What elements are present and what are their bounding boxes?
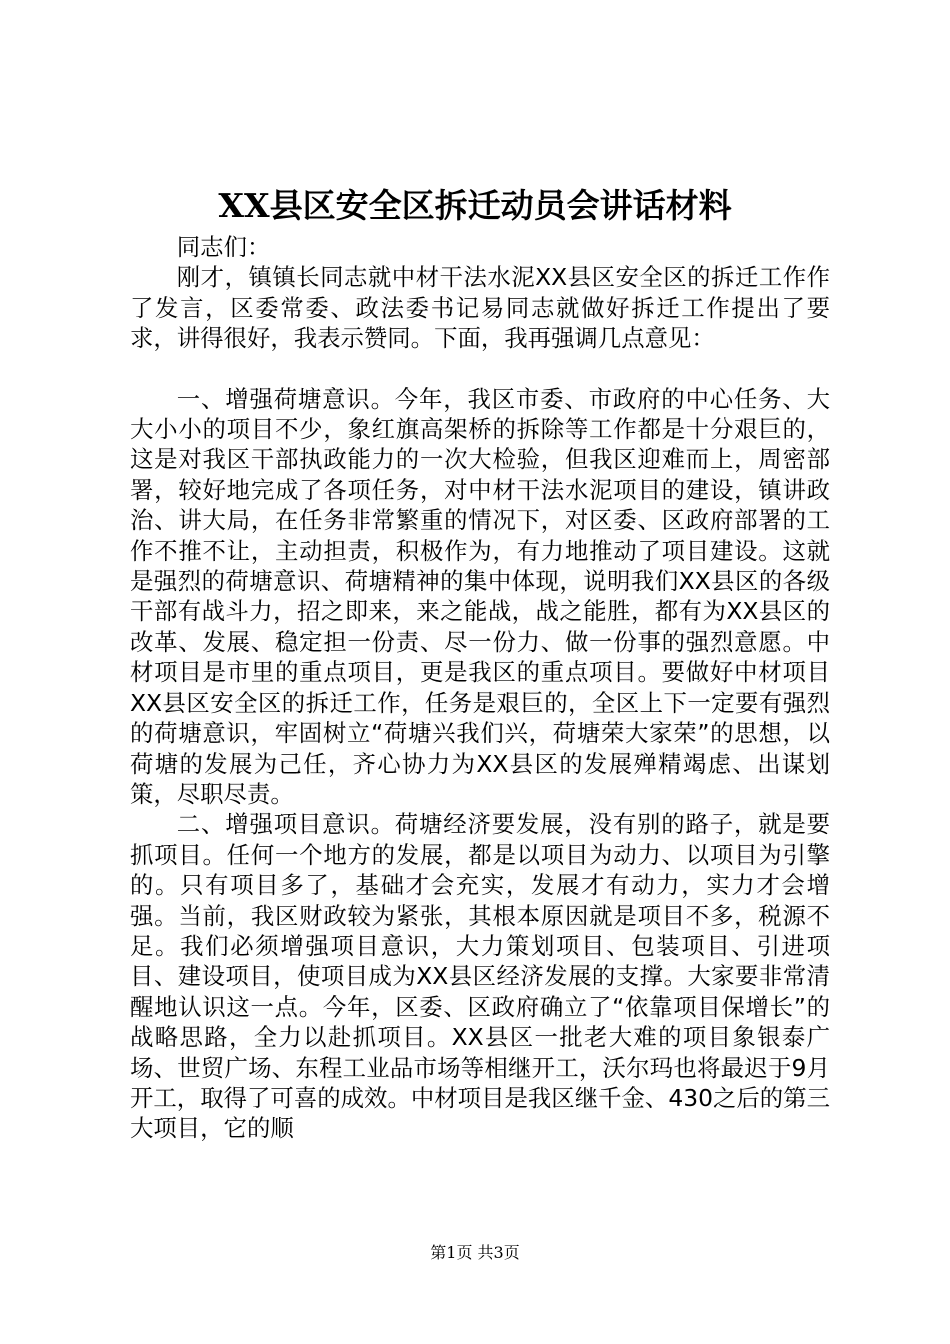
document-body	[130, 232, 830, 1144]
paragraph-intro: 刚才，镇镇长同志就中材干法水泥XX县区安全区的拆迁工作作了发言，区委常委、政法委书记易同志就做好拆迁工作提出了要求，讲得很好，我表示赞同。下面，我再强调几点意见：	[130, 263, 830, 353]
greeting-line: 同志们：	[176, 233, 271, 261]
paragraph-section-two: 二、增强项目意识。荷塘经济要发展，没有别的路子，就是要抓项目。任何一个地方的发展，都是以项目为动力、以项目为引擎的。只有项目多了，基础才会充实，发展才有动力，实力才会增强。当前，我区财政较为紧张，其根本原因就是项目不多，税源不足。我们必须增强项目意识，大力策划项目、包装项目、引进项目、建设项目，使项目成为XX县区经济发展的支撑。大家要非常清醒地认识这一点。今年，区委、区政府确立了“依靠项目保增长”的战略思路，全力以赴抓项目。XX县区一批老大难的项目象银泰广场、世贸广场、东程工业品市场等相继开工，沃尔玛也将最迟于9月开工，取得了可喜的成效。中材项目是我区继千金、430之后的第三大项目，它的顺	[130, 810, 830, 1143]
document-title: XX县区安全区拆迁动员会讲话材料	[218, 186, 732, 225]
page-number-footer: 第1页 共3页	[430, 1243, 520, 1262]
paragraph-section-one: 一、增强荷塘意识。今年，我区市委、市政府的中心任务、大大小小的项目不少，象红旗高架桥的拆除等工作都是十分艰巨的，这是对我区干部执政能力的一次大检验，但我区迎难而上，周密部署，较好地完成了各项任务，对中材干法水泥项目的建设，镇讲政治、讲大局，在任务非常繁重的情况下，对区委、区政府部署的工作不推不让，主动担责，积极作为，有力地推动了项目建设。这就是强烈的荷塘意识、荷塘精神的集中体现，说明我们XX县区的各级干部有战斗力，招之即来，来之能战，战之能胜，都有为XX县区的改革、发展、稳定担一份责、尽一份力、做一份事的强烈意愿。中材项目是市里的重点项目，更是我区的重点项目。要做好中材项目XX县区安全区的拆迁工作，任务是艰巨的，全区上下一定要有强烈的荷塘意识，牢固树立“荷塘兴我们兴，荷塘荣大家荣”的思想，以荷塘的发展为己任，齐心协力为XX县区的发展殚精竭虑、出谋划策，尽职尽责。	[130, 384, 830, 808]
